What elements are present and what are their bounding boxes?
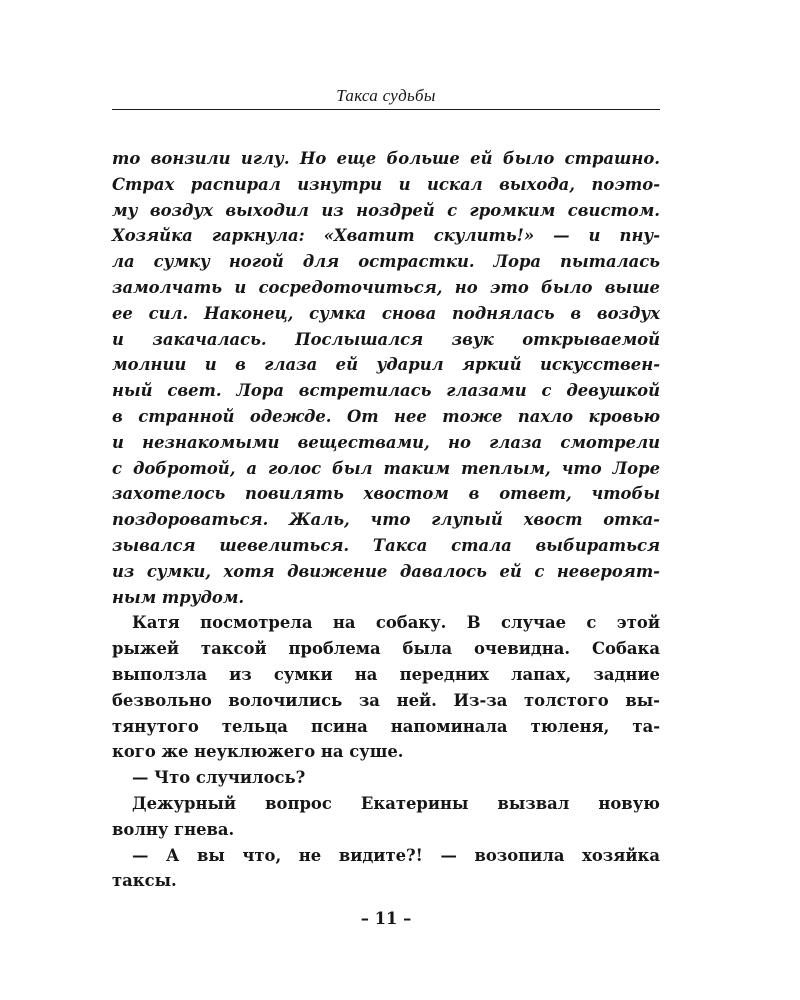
text-line: ным трудом. xyxy=(112,587,245,607)
text-line: с добротой, а голос был таким теплым, что Лоре xyxy=(112,458,660,478)
text-line: выползла из сумки на передних лапах, задние xyxy=(112,664,660,684)
text-line: поздороваться. Жаль, что глупый хвост отка- xyxy=(112,510,660,530)
text-line: Страх распирал изнутри и искал выхода, поэто- xyxy=(112,174,660,194)
text-line: — Что случилось? xyxy=(132,768,306,788)
text-line: захотелось повилять хвостом в ответ, чтобы xyxy=(112,484,660,504)
text-line: кого же неуклюжего на суше. xyxy=(112,742,404,762)
running-head: Такса судьбы xyxy=(336,86,436,105)
header-rule xyxy=(112,109,660,110)
text-line: ее сил. Наконец, сумка снова поднялась в воздух xyxy=(112,303,660,323)
text-line: замолчать и сосредоточиться, но это было выше xyxy=(112,277,660,297)
text-line: в странной одежде. От нее тоже пахло кровью xyxy=(112,406,660,426)
text-line: таксы. xyxy=(112,871,177,891)
text-line: Дежурный вопрос Екатерины вызвал новую xyxy=(132,793,660,813)
text-line: молнии и в глаза ей ударил яркий искусствен- xyxy=(112,355,660,375)
page-number: – 11 – xyxy=(360,909,412,928)
text-line: то вонзили иглу. Но еще больше ей было страшно. xyxy=(112,149,660,168)
text-line: тянутого тельца псина напоминала тюленя, та- xyxy=(112,716,660,736)
text-line: Катя посмотрела на собаку. В случае с этой xyxy=(132,613,660,633)
text-line: ный свет. Лора встретилась глазами с девушкой xyxy=(112,381,660,401)
text-line: рыжей таксой проблема была очевидна. Собака xyxy=(112,639,660,659)
text-line: му воздух выходил из ноздрей с громким свистом. xyxy=(112,200,660,220)
text-line: Хозяйка гаркнула: «Хватит скулить!» — и пну- xyxy=(112,226,660,246)
text-line: и незнакомыми веществами, но глаза смотрели xyxy=(112,432,660,452)
body-text xyxy=(112,146,660,894)
text-line: волну гнева. xyxy=(112,819,235,839)
text-line: ла сумку ногой для острастки. Лора пыталась xyxy=(112,252,660,272)
text-line: из сумки, хотя движение давалось ей с невероят- xyxy=(112,561,660,581)
text-line: и закачалась. Послышался звук открываемой xyxy=(112,329,660,349)
text-line: безвольно волочились за ней. Из-за толстого вы- xyxy=(112,690,660,710)
text-line: зывался шевелиться. Такса стала выбираться xyxy=(112,535,660,555)
text-line: — А вы что, не видите?! — возопила хозяйка xyxy=(132,845,660,865)
